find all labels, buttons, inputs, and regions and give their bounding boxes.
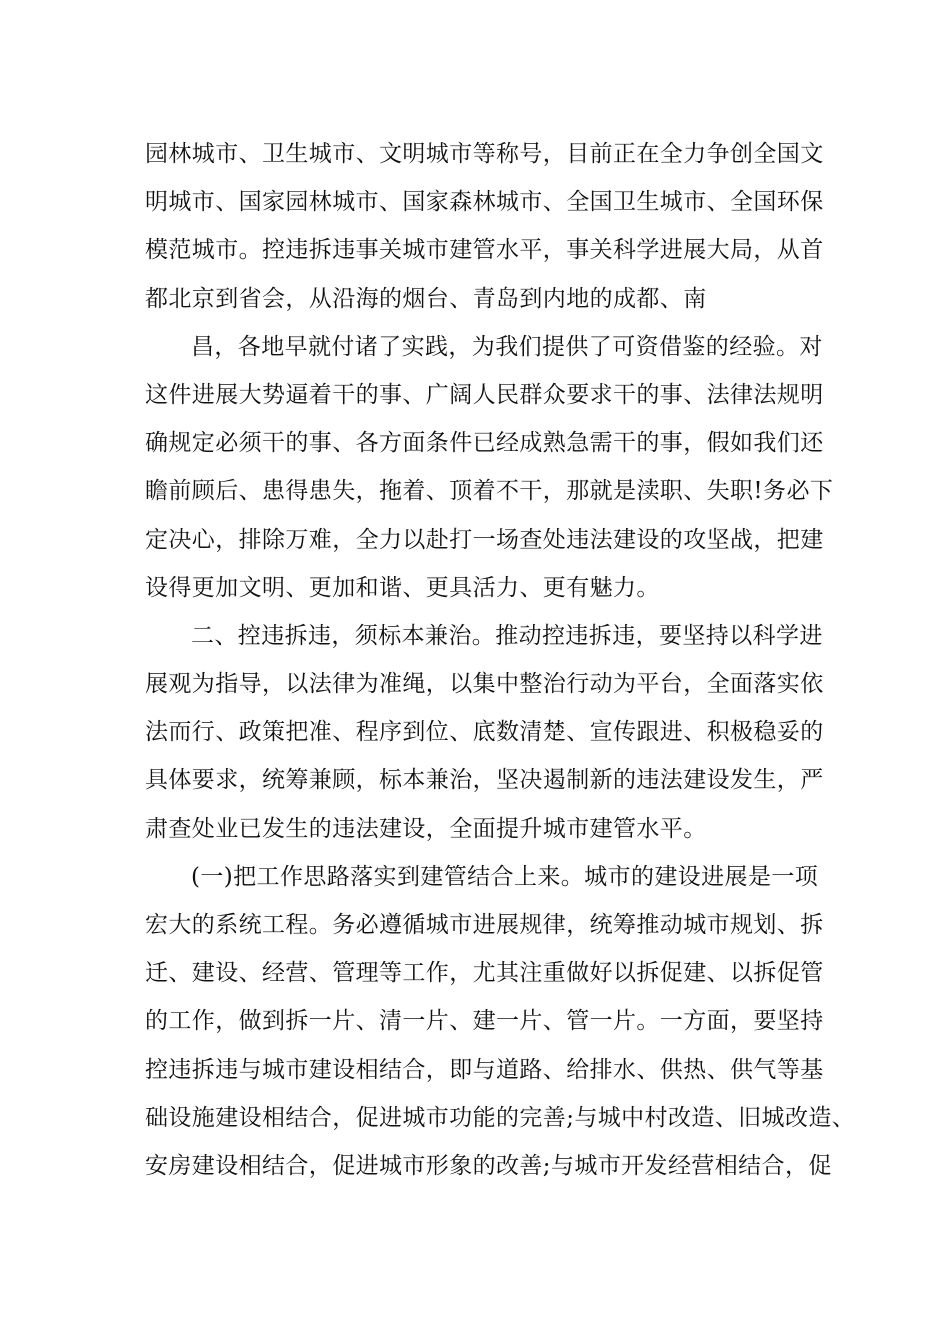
text-line: 确规定必须干的事、各方面条件已经成熟急需干的事，假如我们还 — [145, 430, 824, 457]
text-line: 安房建设相结合，促进城市形象的改善;与城市开发经营相结合，促 — [145, 1152, 832, 1179]
text-line: 展观为指导，以法律为准绳，以集中整治行动为平台，全面落实依 — [145, 671, 824, 698]
text-line: 二、控违拆违，须标本兼治。推动控违拆违，要坚持以科学进 — [191, 622, 823, 649]
text-line: 控违拆违与城市建设相结合，即与道路、给排水、供热、供气等基 — [145, 1056, 824, 1083]
text-line: 宏大的系统工程。务必遵循城市进展规律，统筹推动城市规划、拆 — [145, 912, 824, 938]
text-line: 设得更加文明、更加和谐、更具活力、更有魅力。 — [145, 574, 660, 601]
text-line: 具体要求，统筹兼顾，标本兼治，坚决遏制新的违法建设发生，严 — [145, 767, 824, 794]
text-line: 肃查处业已发生的违法建设，全面提升城市建管水平。 — [145, 815, 707, 842]
text-line: 昌，各地早就付诸了实践，为我们提供了可资借鉴的经验。对 — [191, 333, 823, 360]
text-line: 这件进展大势逼着干的事、广阔人民群众要求干的事、法律法规明 — [145, 381, 824, 408]
text-line: 园林城市、卫生城市、文明城市等称号，目前正在全力争创全国文 — [145, 141, 824, 167]
text-line: 都北京到省会，从沿海的烟台、青岛到内地的成都、南 — [145, 285, 707, 312]
text-line: 法而行、政策把准、程序到位、底数清楚、宣传跟进、积极稳妥的 — [145, 719, 824, 746]
text-line: (一)把工作思路落实到建管结合上来。城市的建设进展是一项 — [191, 863, 819, 890]
text-line: 迁、建设、经营、管理等工作，尤其注重做好以拆促建、以拆促管 — [145, 960, 824, 987]
text-line: 定决心，排除万难，全力以赴打一场查处违法建设的攻坚战，把建 — [145, 526, 824, 553]
text-line: 瞻前顾后、患得患失，拖着、顶着不干，那就是渎职、失职!务必下 — [145, 478, 834, 505]
text-line: 明城市、国家园林城市、国家森林城市、全国卫生城市、全国环保 — [145, 189, 824, 216]
text-line: 模范城市。控违拆违事关城市建管水平，事关科学进展大局，从首 — [145, 237, 824, 264]
document-body — [145, 130, 856, 1190]
text-line: 的工作，做到拆一片、清一片、建一片、管一片。一方面，要坚持 — [145, 1008, 824, 1035]
text-line: 础设施建设相结合，促进城市功能的完善;与城中村改造、旧城改造、 — [145, 1104, 856, 1131]
